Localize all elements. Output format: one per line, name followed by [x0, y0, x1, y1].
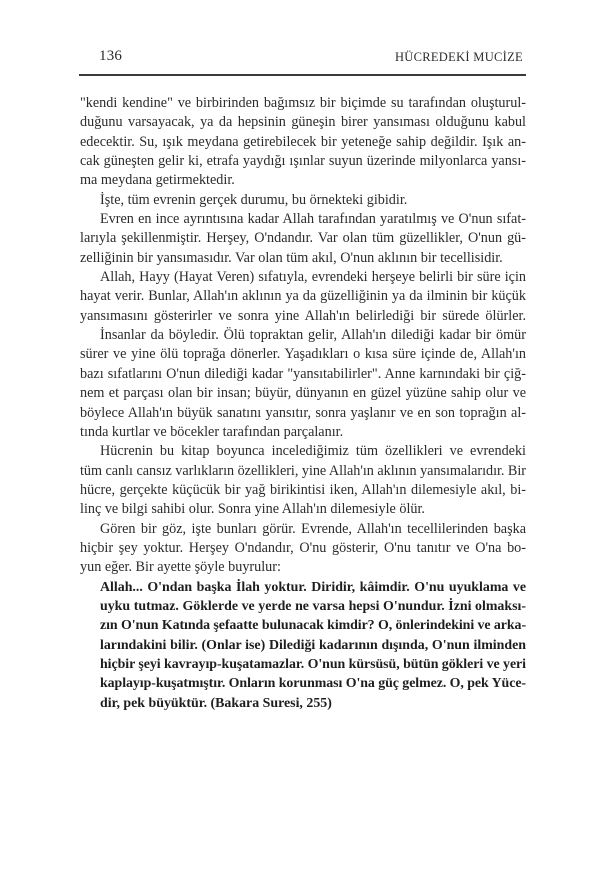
- text-line: larıyla şekillenmiştir. Herşey, O'ndandır. Var olan tüm güzellikler, O'nun gü-: [80, 230, 526, 247]
- paragraph: [80, 94, 526, 191]
- page-number: 136: [99, 48, 123, 64]
- text-line: linç ve bilgi sahibi olur. Sonra yine Allah'ın dilemesiyle ölür.: [80, 501, 425, 518]
- text-line: edecektir. Su, ışık meydana getirebilecek bir yeteneğe sahip değildir. Işık an-: [80, 133, 526, 150]
- quote-line: Allah... O'ndan başka İlah yoktur. Diridir, kâimdir. O'nu uyuklama ve: [100, 579, 526, 595]
- text-line: Hücrenin bu kitap boyunca incelediğimiz tüm özellikleri ve evrendeki: [100, 443, 526, 460]
- running-title: HÜCREDEKİ MUCİZE: [394, 50, 523, 64]
- text-line: Gören bir göz, işte bunları görür. Evrende, Allah'ın tecellilerinden başka: [100, 520, 526, 537]
- text-line: hayat verir. Bunlar, Allah'ın aklının ya da güzelliğinin ya da ilminin bir küçük: [80, 288, 526, 305]
- quote-line: dir, pek büyüktür. (Bakara Suresi, 255): [100, 695, 332, 711]
- text-line: sürer ve yine ölü toprağa dönerler. Yaşadıkları o kısa süre içinde de, Allah'ın: [80, 346, 526, 363]
- paragraph: [80, 268, 526, 326]
- paragraph: [80, 210, 526, 268]
- text-line: duğunu varsayacak, ya da hepsinin güneşin birer yansıması olduğunu kabul: [80, 114, 526, 131]
- quote-line: hiçbir şeyi kavrayıp-kuşatamazlar. O'nun kürsüsü, bütün gökleri ve yeri: [100, 656, 526, 672]
- verse-quote: [80, 578, 526, 713]
- paragraph: [80, 520, 526, 578]
- quote-line: zın O'nun Katında şefaatte bulunacak kimdir? O, önlerindekini ve arka-: [100, 618, 526, 634]
- paragraph: [80, 442, 526, 519]
- text-line: İşte, tüm evrenin gerçek durumu, bu örnekteki gibidir.: [100, 191, 408, 208]
- quote-line: uyku tutmaz. Göklerde ve yerde ne varsa hepsi O'nundur. İzni olmaksı-: [100, 598, 526, 614]
- paragraph: [80, 191, 526, 210]
- text-line: hiçbir şey yoktur. Herşey O'ndandır, O'nu gösterir, O'nu tanıtır ve O'na bo-: [80, 539, 526, 556]
- text-line: böylece Allah'ın büyük sanatını yansıtır, sonra yaşlanır ve en son toprağın al-: [80, 404, 526, 421]
- text-line: Evren en ince ayrıntısına kadar Allah tarafından yaratılmış ve O'nun sıfat-: [100, 211, 526, 228]
- text-line: yansımasını gösterirler ve sonra yine Allah'ın belirlediği bir sürede ölürler.: [80, 307, 526, 324]
- quote-line: kaplayıp-kuşatmıştır. Onların korunması O'na güç gelmez. O, pek Yüce-: [100, 676, 526, 692]
- text-line: hücre, gerçekte küçücük bir yağ birikintisi iken, Allah'ın dilemesiyle akıl, bi-: [80, 481, 526, 498]
- text-line: bazı sıfatlarını O'nun dilediği kadar "yansıtabilirler". Anne karnındaki bir çiğ-: [80, 365, 526, 382]
- body-text: [80, 94, 526, 713]
- text-line: tüm canlı cansız varlıkların özellikleri, yine Allah'ın aklının yansımalarıdır. Bir: [80, 462, 526, 479]
- text-line: yun eğer. Bir ayette şöyle buyrulur:: [80, 559, 281, 576]
- page-header: [79, 48, 526, 76]
- text-line: İnsanlar da böyledir. Ölü topraktan gelir, Allah'ın dilediği kadar bir ömür: [100, 327, 526, 344]
- text-line: Allah, Hayy (Hayat Veren) sıfatıyla, evrendeki herşeye belirli bir süre için: [100, 269, 526, 286]
- paragraph: [80, 326, 526, 442]
- text-line: nem et parçası olan bir insan; büyür, dünyanın en güzel yüzüne sahip olur ve: [80, 385, 526, 402]
- text-line: zelliğinin bir yansımasıdır. Var olan tüm akıl, O'nun aklının bir tecellisidir.: [80, 249, 503, 266]
- text-line: cak güneşten gelir ki, etrafa yaydığı ışınlar suyun üzerinde milyonlarca yansı-: [80, 153, 526, 170]
- text-line: tında kurtlar ve böcekler tarafından parçalanır.: [80, 423, 344, 440]
- quote-line: larındakini bilir. (Onlar ise) Dilediği kadarının dışında, O'nun ilminden: [100, 637, 526, 653]
- text-line: ma meydana getirmektedir.: [80, 172, 235, 189]
- text-line: "kendi kendine" ve birbirinden bağımsız bir biçimde su tarafından oluşturul-: [80, 95, 526, 111]
